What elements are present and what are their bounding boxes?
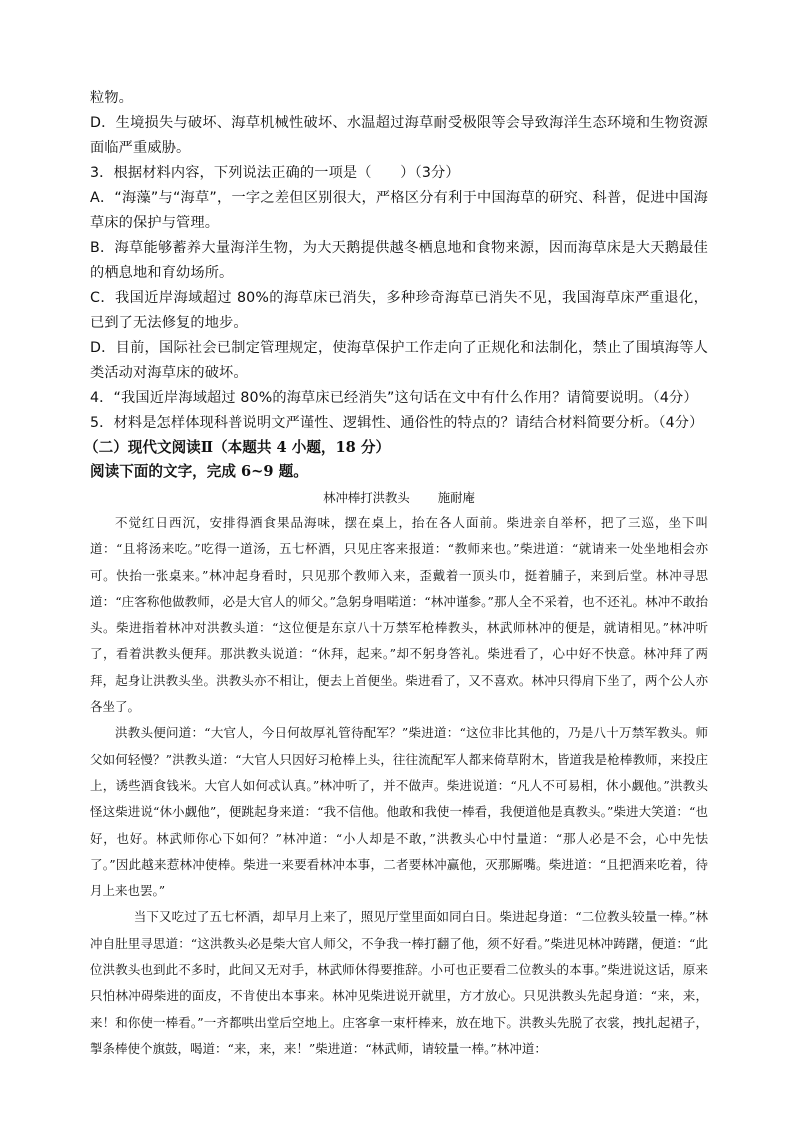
story-paragraph-1: 不觉红日西沉，安排得酒食果品海味，摆在桌上，抬在各人面前。柴进亲自举杯，把了三巡，坐下叫道：“且将汤来吃。”吃得一道汤，五七杯酒，只见庄客来报道：“教师来也。”柴进道：“就请来一处坐地相会亦可。快抬一张桌来。”林冲起身看时，只见那个教师入来，歪戴着一顶头巾，挺着脯子，来到后堂。林冲寻思道：“庄客称他做教师，必是大官人的师父。”急躬身唱喏道：“林冲谨参。”那人全不采着，也不还礼。林冲不敢抬头。柴进指着林冲对洪教头道：“这位便是东京八十万禁军枪棒教头，林武师林冲的便是，就请相见。”林冲听了，看着洪教头便拜。那洪教头说道：“休拜，起来。”却不躬身答礼。柴进看了，心中好不快意。林冲拜了两拜，起身让洪教头坐。洪教头亦不相让，便去上首便坐。柴进看了，又不喜欢。林冲只得肩下坐了，两个公人亦各坐了。 <box>90 515 708 715</box>
option-a: A．“海藻”与“海草”，一字之差但区别很大，严格区分有利于中国海草的研究、科普，促进中国海草床的保护与管理。 <box>90 190 708 231</box>
option-d-1: D．生境损失与破坏、海草机械性破坏、水温超过海草耐受极限等会导致海洋生态环境和生物资源面临严重威胁。 <box>90 115 708 156</box>
option-d-2: D．目前，国际社会已制定管理规定，使海草保护工作走向了正规化和法制化，禁止了围填海等人类活动对海草床的破坏。 <box>90 340 708 381</box>
story-author: 施耐庵 <box>437 490 475 505</box>
question-4: 4．“我国近岸海域超过 80%的海草床已经消失”这句话在文中有什么作用？请简要说明。（4分） <box>90 390 698 406</box>
option-b: B．海草能够蓄养大量海洋生物，为大天鹅提供越冬栖息地和食物来源，因而海草床是大天鹅最佳的栖息地和育幼场所。 <box>90 240 708 281</box>
story-title-line <box>90 486 708 510</box>
story-title: 林冲棒打洪教头 <box>323 490 410 505</box>
story-paragraph-2: 洪教头便问道：“大官人，今日何故厚礼管待配军？”柴进道：“这位非比其他的，乃是八十万禁军教头。师父如何轻慢？”洪教头道：“大官人只因好习枪棒上头，往往流配军人都来倚草附木，皆道我是枪棒教师，来投庄上，诱些酒食钱米。大官人如何忒认真。”林冲听了，并不做声。柴进说道：“凡人不可易相，休小觑他。”洪教头怪这柴进说“休小觑他”，便跳起身来道：“我不信他。他敢和我使一棒看，我便道他是真教头。”柴进大笑道：“也好，也好。林武师你心下如何？”林冲道：“小人却是不敢，”洪教头心中忖量道：“那人必是不会，心中先怯了。”因此越来惹林冲使棒。柴进一来要看林冲本事，二者要林冲赢他，灭那厮嘴。柴进道：“且把酒来吃着，待月上来也罢。” <box>90 725 708 899</box>
reading-instruction: 阅读下面的文字，完成 6~9 题。 <box>90 463 308 480</box>
question-5: 5．材料是怎样体现科普说明文严谨性、逻辑性、通俗性的特点的？请结合材料简要分析。（4分） <box>90 415 704 431</box>
section-heading: （二）现代文阅读Ⅱ（本题共 4 小题，18 分） <box>84 439 391 456</box>
text-line-0: 粒物。 <box>90 90 134 106</box>
question-3: 3．根据材料内容，下列说法正确的一项是（ ）（3分） <box>90 165 460 181</box>
option-c: C．我国近岸海域超过 80%的海草床已消失，多种珍奇海草已消失不见，我国海草床严重退化，已到了无法修复的地步。 <box>90 290 708 331</box>
story-paragraph-3: 当下又吃过了五七杯酒，却早月上来了，照见厅堂里面如同白日。柴进起身道：“二位教头较量一棒。”林冲自肚里寻思道：“这洪教头必是柴大官人师父，不争我一棒打翻了他，须不好看。”柴进见林冲踌躇，便道：“此位洪教头也到此不多时，此间又无对手，林武师休得要推辞。小可也正要看二位教头的本事。”柴进说这话，原来只怕林冲碍柴进的面皮，不肯使出本事来。林冲见柴进说开就里，方才放心。只见洪教头先起身道：“来，来，来！和你使一棒看。”一齐都哄出堂后空地上。庄客拿一束杆棒来，放在地下。洪教头先脱了衣裳，拽扎起裙子，掣条棒使个旗鼓，喝道：“来，来，来！”柴进道：“林武师，请较量一棒。”林冲道： <box>90 909 708 1056</box>
